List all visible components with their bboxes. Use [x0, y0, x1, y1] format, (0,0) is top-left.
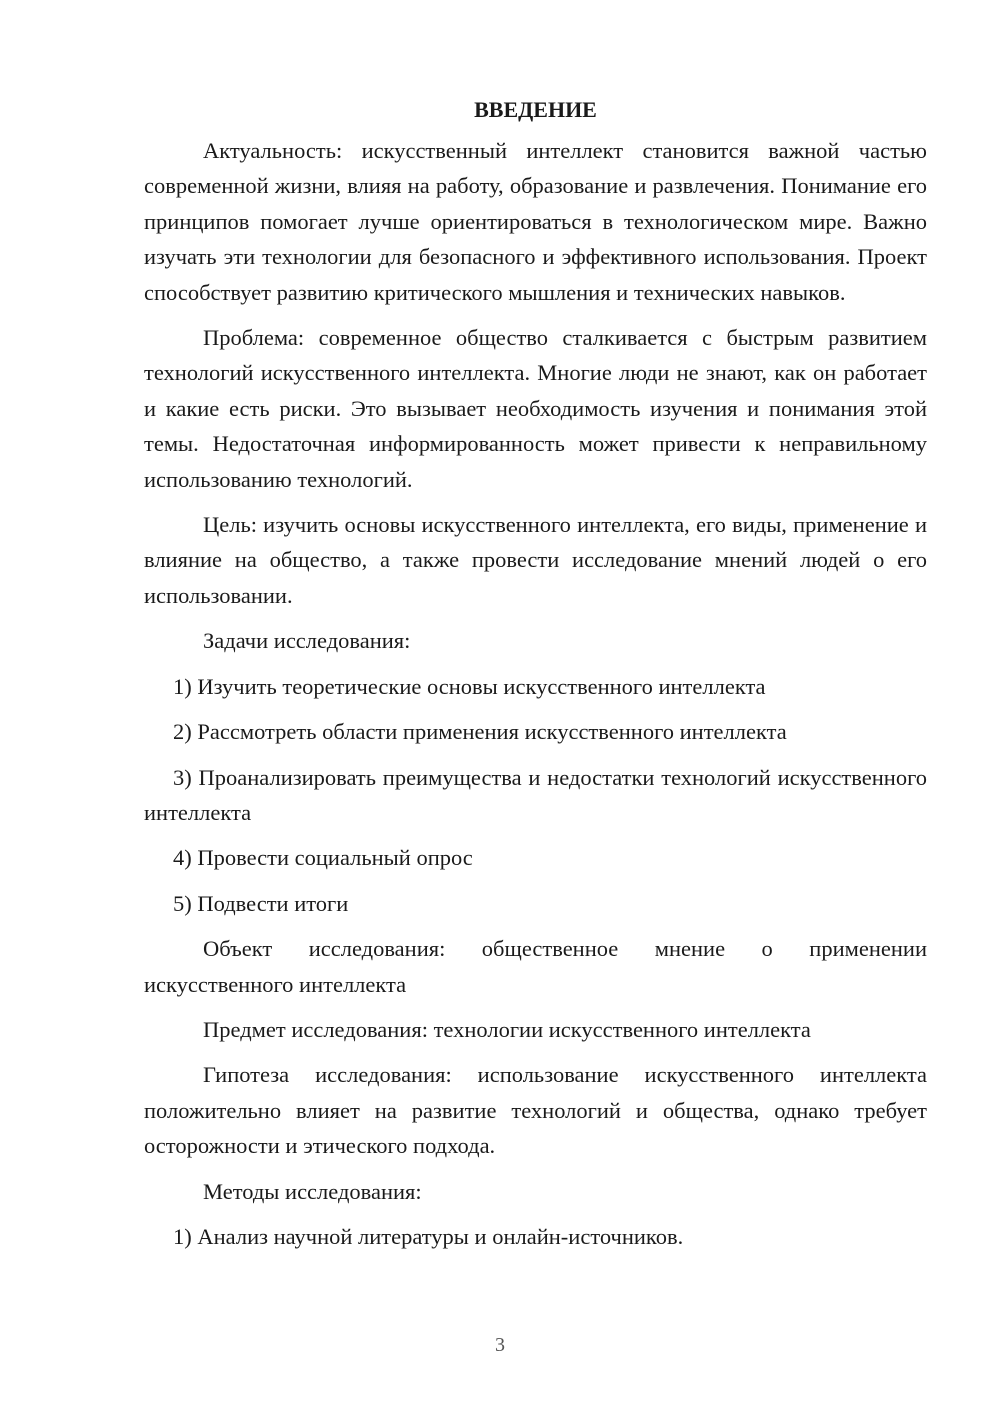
goal-paragraph: Цель: изучить основы искусственного интеллекта, его виды, применение и влияние на общество, а также провести исследование мнений людей о его использовании. — [144, 512, 927, 608]
task-item: 4) Провести социальный опрос — [173, 845, 473, 871]
page-number: 3 — [495, 1334, 505, 1356]
methods-heading: Методы исследования: — [203, 1178, 422, 1204]
task-item: 1) Изучить теоретические основы искусственного интеллекта — [173, 673, 766, 699]
hypothesis-paragraph: Гипотеза исследования: использование искусственного интеллекта положительно влияет на развитие технологий и общества, однако требует осторожности и этического подхода. — [144, 1062, 927, 1159]
relevance-paragraph: Актуальность: искусственный интеллект становится важной частью современной жизни, влияя на работу, образование и развлечения. Понимание его принципов помогает лучше ориентироваться в технологическом мире. Важно изучать эти технологии для безопасного и эффективного использования. Проект способствует развитию критического мышления и технических навыков. — [144, 138, 927, 305]
document-page — [144, 92, 927, 1264]
task-item: 5) Подвести итоги — [173, 890, 349, 916]
object-paragraph: Объект исследования: общественное мнение о применении искусственного интеллекта — [144, 936, 927, 997]
method-item: 1) Анализ научной литературы и онлайн-источников. — [173, 1223, 684, 1249]
task-item: 2) Рассмотреть области применения искусственного интеллекта — [173, 719, 787, 745]
tasks-heading: Задачи исследования: — [203, 628, 411, 654]
problem-paragraph: Проблема: современное общество сталкивается с быстрым развитием технологий искусственного интеллекта. Многие люди не знают, как он работает и какие есть риски. Это вызывает необходимость изучения и понимания этой темы. Недостаточная информированность может привести к неправильному использованию технологий. — [144, 325, 927, 492]
task-item: 3) Проанализировать преимущества и недостатки технологий искусственного интеллекта — [144, 764, 927, 825]
document-heading: ВВЕДЕНИЕ — [474, 97, 597, 122]
subject-paragraph: Предмет исследования: технологии искусственного интеллекта — [203, 1016, 811, 1042]
